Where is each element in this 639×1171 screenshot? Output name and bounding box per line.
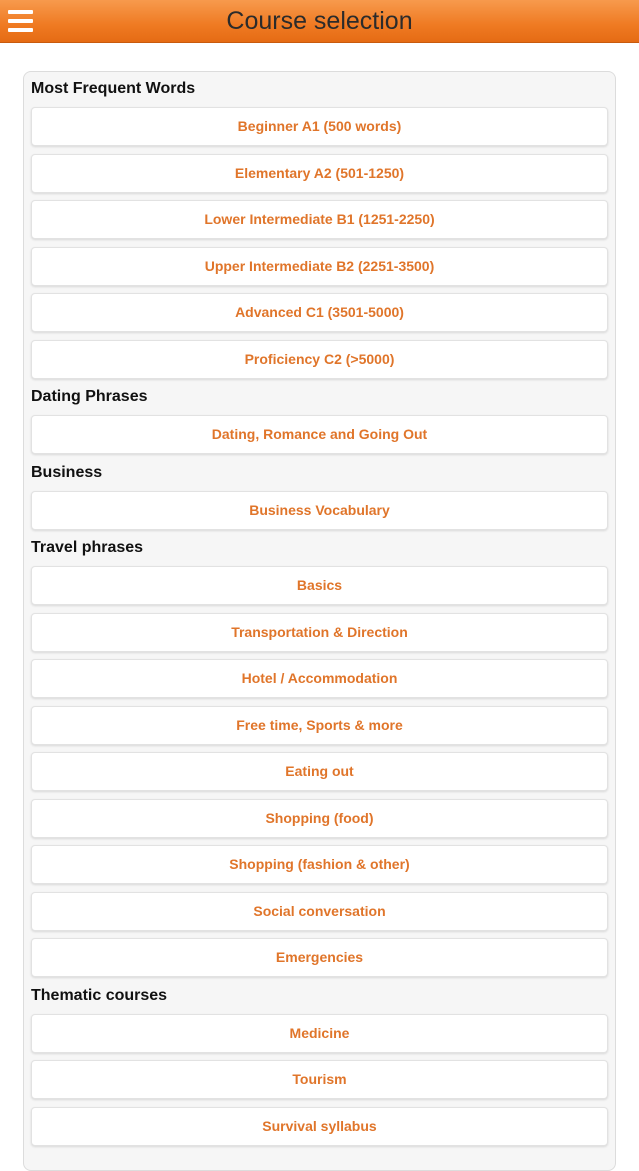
course-button-dating-romance[interactable]: Dating, Romance and Going Out (31, 415, 608, 454)
course-list-panel (23, 71, 616, 1171)
course-button-shopping-food[interactable]: Shopping (food) (31, 799, 608, 838)
course-button-survival-syllabus[interactable]: Survival syllabus (31, 1107, 608, 1146)
course-button-social-conversation[interactable]: Social conversation (31, 892, 608, 931)
course-button-basics[interactable]: Basics (31, 566, 608, 605)
course-button-business-vocabulary[interactable]: Business Vocabulary (31, 491, 608, 530)
course-button-tourism[interactable]: Tourism (31, 1060, 608, 1099)
section-title-business: Business (31, 463, 103, 481)
course-button-free-time-sports[interactable]: Free time, Sports & more (31, 706, 608, 745)
course-button-shopping-fashion[interactable]: Shopping (fashion & other) (31, 845, 608, 884)
section-title-thematic-courses: Thematic courses (31, 986, 168, 1004)
course-button-transportation-direction[interactable]: Transportation & Direction (31, 613, 608, 652)
section-title-most-frequent-words: Most Frequent Words (31, 80, 196, 97)
course-button-hotel-accommodation[interactable]: Hotel / Accommodation (31, 659, 608, 698)
course-button-medicine[interactable]: Medicine (31, 1014, 608, 1053)
section-title-dating-phrases: Dating Phrases (31, 388, 148, 405)
course-button-upper-intermediate-b2[interactable]: Upper Intermediate B2 (2251-3500) (31, 247, 608, 286)
section-title-travel-phrases: Travel phrases (31, 539, 144, 556)
course-button-eating-out[interactable]: Eating out (31, 752, 608, 791)
course-button-advanced-c1[interactable]: Advanced C1 (3501-5000) (31, 293, 608, 332)
header-bar (0, 0, 639, 43)
course-button-beginner-a1[interactable]: Beginner A1 (500 words) (31, 107, 608, 146)
course-button-emergencies[interactable]: Emergencies (31, 938, 608, 977)
course-button-lower-intermediate-b1[interactable]: Lower Intermediate B1 (1251-2250) (31, 200, 608, 239)
course-button-proficiency-c2[interactable]: Proficiency C2 (>5000) (31, 340, 608, 379)
page-title: Course selection (226, 7, 413, 35)
course-button-elementary-a2[interactable]: Elementary A2 (501-1250) (31, 154, 608, 193)
